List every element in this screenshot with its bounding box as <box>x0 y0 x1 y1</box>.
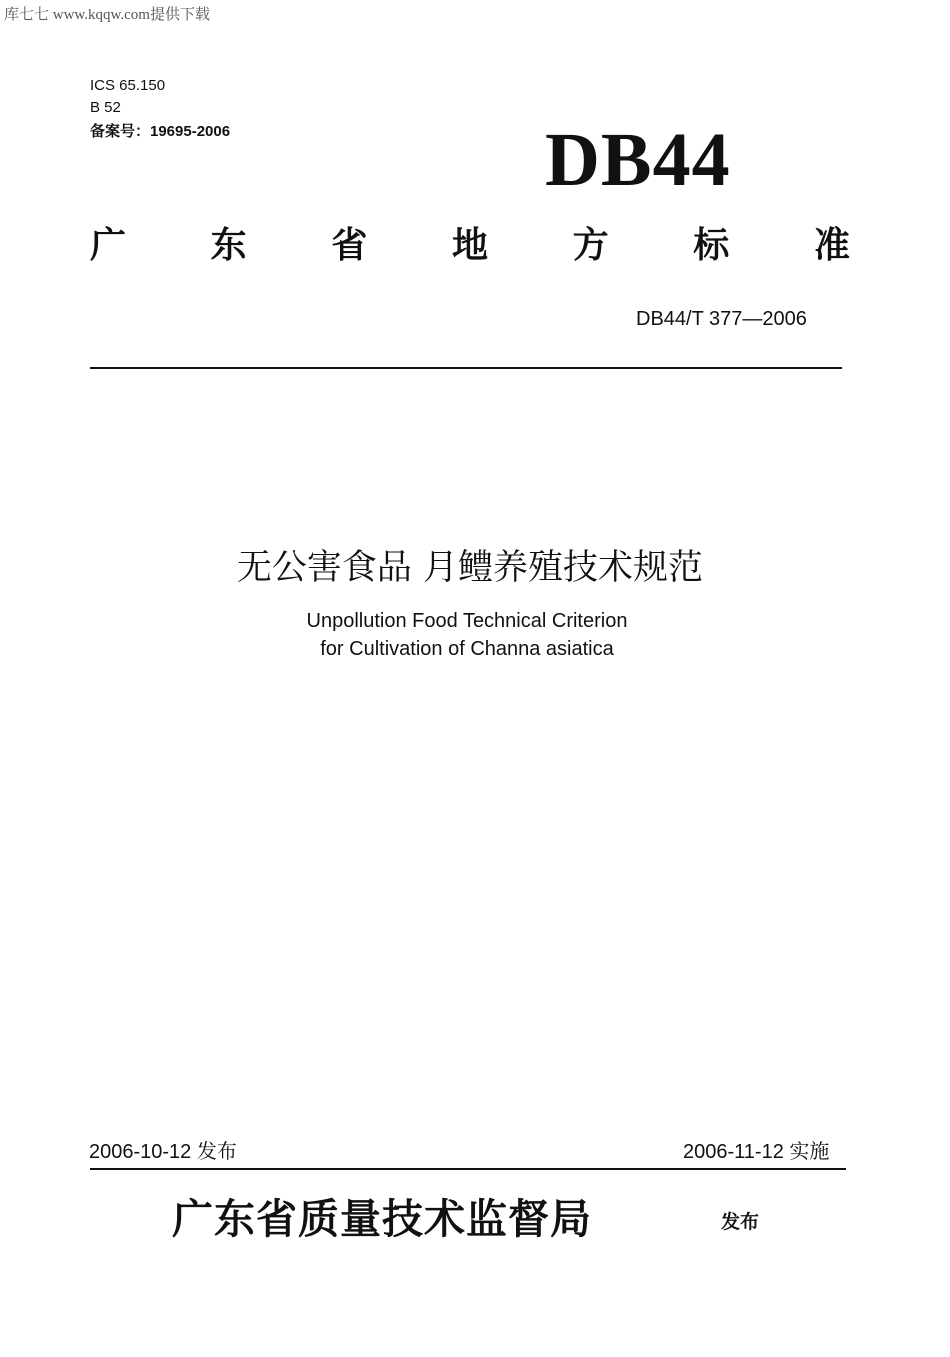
title-english-line-1: Unpollution Food Technical Criterion <box>306 610 628 632</box>
record-number: 备案号：19695-2006 <box>90 123 231 140</box>
watermark-text: 库七七 www.kqqw.com提供下载 <box>4 7 210 23</box>
ccs-code: B 52 <box>90 99 121 116</box>
issuing-authority-suffix: 发布 <box>721 1212 760 1233</box>
standard-type-char: 标 <box>693 225 730 266</box>
ics-code: ICS 65.150 <box>90 77 166 94</box>
title-chinese: 无公害食品 月鳢养殖技术规范 <box>236 548 704 588</box>
standard-number: DB44/T 377—2006 <box>636 308 807 330</box>
standard-type-char: 省 <box>331 225 368 266</box>
issuing-authority: 广东省质量技术监督局 <box>172 1195 592 1243</box>
standard-code-mark: DB44 <box>545 118 731 202</box>
issue-date: 2006-10-12 发布 <box>89 1141 237 1163</box>
bottom-divider <box>90 1168 846 1170</box>
standard-type-char: 准 <box>813 225 850 266</box>
standard-type-heading <box>90 222 850 270</box>
top-divider <box>90 367 842 369</box>
standard-type-char: 广 <box>90 225 127 266</box>
standard-type-char: 东 <box>210 225 247 266</box>
standard-type-char: 地 <box>451 225 488 266</box>
standard-type-char: 方 <box>572 225 609 266</box>
implementation-date: 2006-11-12 实施 <box>683 1141 830 1163</box>
title-english-line-2: for Cultivation of Channa asiatica <box>320 638 614 660</box>
